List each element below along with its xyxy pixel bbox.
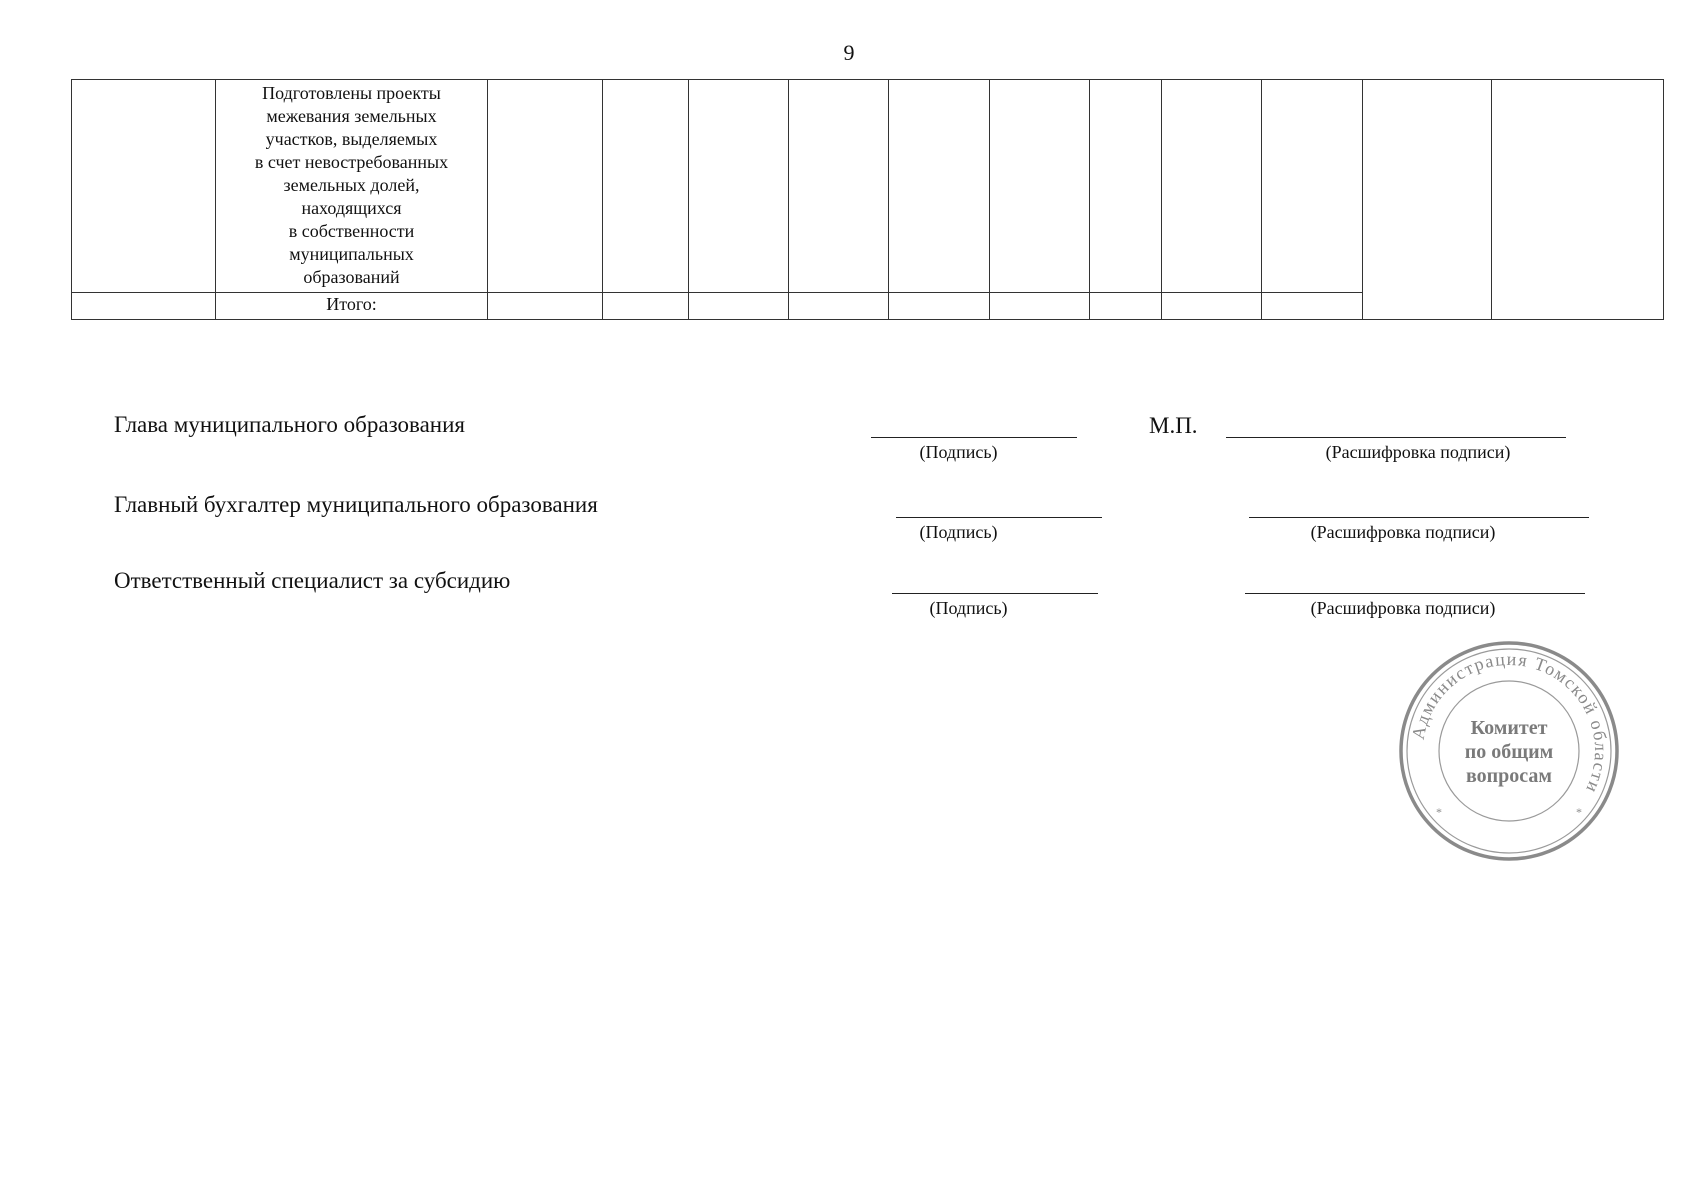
table-cell [1090, 80, 1162, 293]
table-cell [990, 80, 1090, 293]
specialist-signature-caption: (Подпись) [929, 598, 1008, 618]
page-number: 9 [843, 40, 855, 65]
specialist-decoding-line [1245, 593, 1585, 594]
table-cell-merged [1363, 80, 1492, 320]
table-row-projects [72, 80, 1664, 293]
table-cell [889, 80, 990, 293]
total-label: Итого: [216, 293, 488, 320]
stamp-place-label: М.П. [1149, 413, 1198, 438]
table-cell [1162, 293, 1262, 320]
table-cell [1162, 80, 1262, 293]
table-cell [689, 80, 789, 293]
description-line: в собственности [288, 221, 415, 241]
table-cell [603, 293, 689, 320]
description-line: в счет невостребованных [254, 152, 449, 172]
stamp-center-line: по общим [1464, 741, 1554, 763]
accountant-signature-caption: (Подпись) [919, 522, 998, 542]
description-line: Подготовлены проекты [262, 83, 441, 103]
stamp-center-line: Комитет [1470, 717, 1548, 739]
stamp-star-right: * [1576, 805, 1582, 819]
head-signature-label: Глава муниципального образования [114, 412, 465, 437]
specialist-signature-line [892, 593, 1098, 594]
description-line: межевания земельных [266, 106, 437, 126]
specialist-signature-label: Ответственный специалист за субсидию [114, 568, 511, 593]
description-cell [216, 80, 488, 293]
accountant-decoding-line [1249, 517, 1589, 518]
official-stamp [1396, 638, 1622, 864]
table-cell [72, 293, 216, 320]
description-line: муниципальных [289, 244, 414, 264]
table-cell [689, 293, 789, 320]
head-decoding-caption: (Расшифровка подписи) [1325, 442, 1511, 462]
table-cell [488, 293, 603, 320]
accountant-signature-line [896, 517, 1102, 518]
table-cell [1262, 293, 1363, 320]
table-cell [789, 293, 889, 320]
table-cell-merged [1492, 80, 1664, 320]
report-table [71, 79, 1664, 320]
table-cell [889, 293, 990, 320]
table-cell [488, 80, 603, 293]
table-cell [789, 80, 889, 293]
table-cell [72, 80, 216, 293]
head-signature-caption: (Подпись) [919, 442, 998, 462]
stamp-star-left: * [1436, 805, 1442, 819]
report-table-container [71, 79, 1664, 320]
specialist-decoding-caption: (Расшифровка подписи) [1310, 598, 1496, 618]
table-cell [603, 80, 689, 293]
head-decoding-line [1226, 437, 1566, 438]
table-cell [1090, 293, 1162, 320]
description-line: находящихся [301, 198, 402, 218]
accountant-signature-label: Главный бухгалтер муниципального образования [114, 492, 598, 517]
description-line: образований [303, 267, 400, 287]
table-cell [990, 293, 1090, 320]
description-line: земельных долей, [283, 175, 420, 195]
head-signature-line [871, 437, 1077, 438]
stamp-center-line: вопросам [1465, 765, 1553, 787]
table-cell [1262, 80, 1363, 293]
accountant-decoding-caption: (Расшифровка подписи) [1310, 522, 1496, 542]
description-line: участков, выделяемых [265, 129, 438, 149]
stamp-ring-text-path: Администрация Томской области [1407, 648, 1612, 798]
